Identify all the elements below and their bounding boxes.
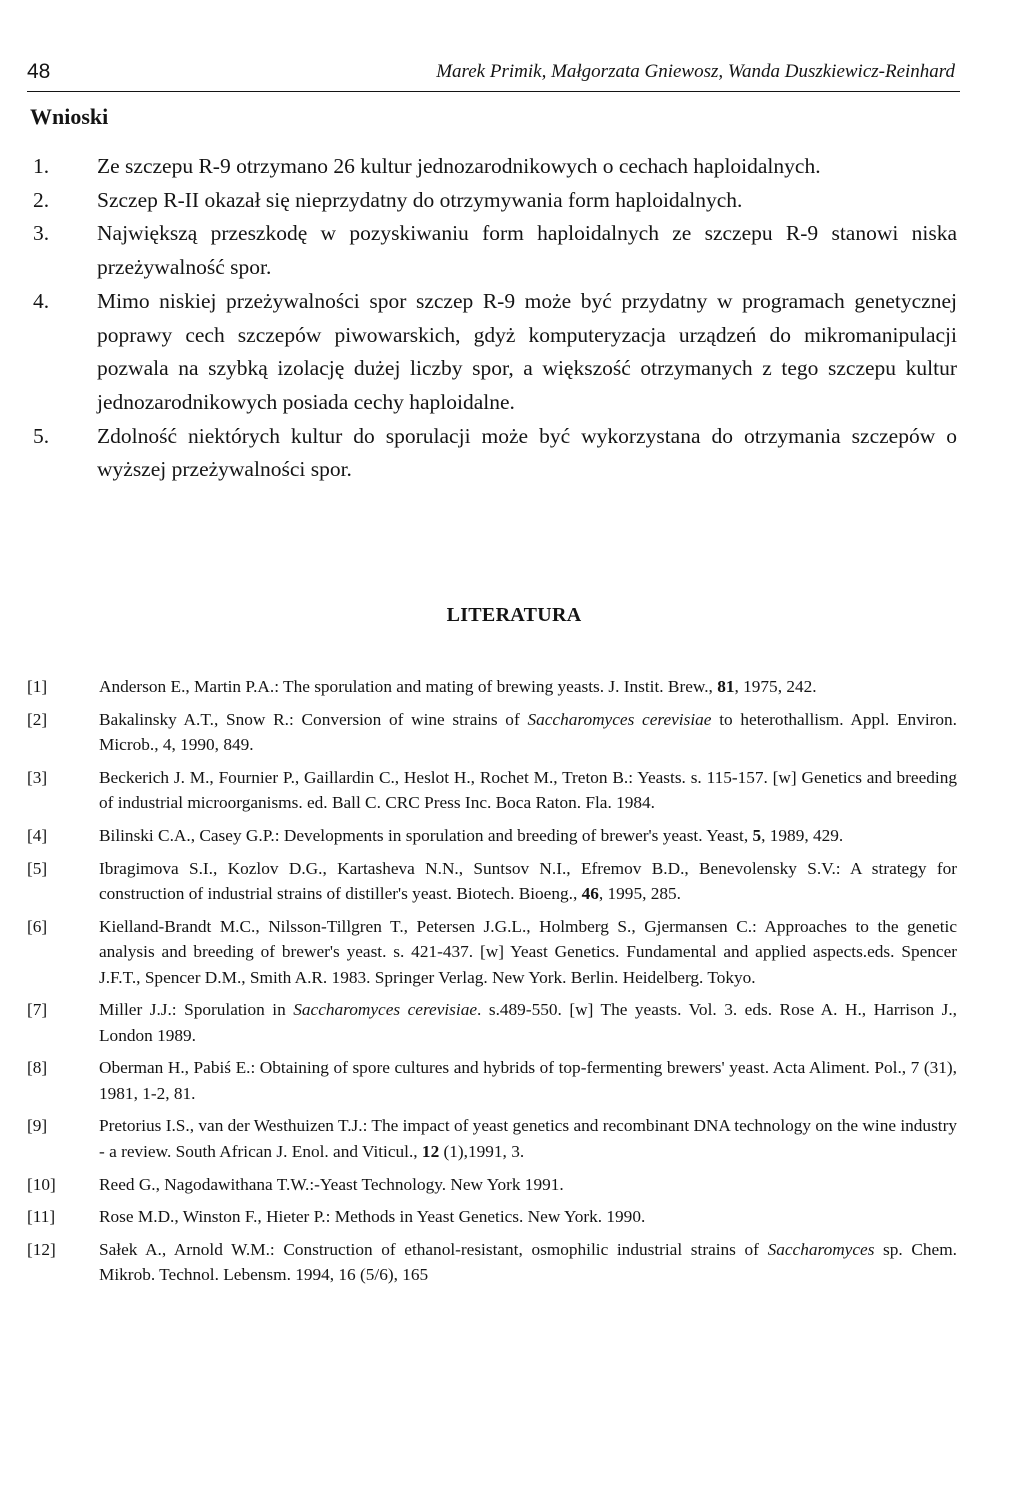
reference-item [27, 1055, 957, 1106]
reference-item [27, 765, 957, 816]
reference-segment: Pretorius I.S., van der Westhuizen T.J.: The impact of yeast genetics and recombinant DNA technology on the wine industry - a review. South African J. Enol. and Viticul., [99, 1116, 957, 1161]
literature-heading: LITERATURA [446, 604, 582, 626]
reference-segment: sp. Chem. Mikrob. Technol. Lebensm. 1994, 16 (5/6), 165 [99, 1239, 957, 1285]
reference-segment: (1),1991, 3. [439, 1141, 525, 1161]
conclusion-text: Zdolność niektórych kultur do sporulacji może być wykorzystana do otrzymania szczepów o wyższej przeżywalności spor. [97, 423, 957, 482]
reference-text [99, 1172, 957, 1197]
reference-segment: Miller J.J.: Sporulation in [99, 1000, 294, 1020]
conclusion-number: 1. [33, 154, 50, 178]
reference-item [27, 997, 957, 1048]
reference-number: [7] [27, 1000, 48, 1020]
conclusion-number: 5. [33, 423, 50, 448]
reference-text [99, 823, 957, 848]
reference-item [27, 674, 957, 699]
reference-number: [4] [27, 825, 48, 845]
reference-volume: 5 [752, 825, 762, 845]
conclusion-number: 4. [33, 288, 50, 313]
conclusion-number: 3. [33, 221, 50, 246]
reference-number: [8] [27, 1058, 48, 1078]
reference-item [27, 1237, 957, 1288]
reference-segment: . s.489-550. [w] The yeasts. Vol. 3. eds. Rose A. H., Harrison J., London 1989. [99, 1000, 957, 1045]
reference-text [99, 1204, 957, 1229]
reference-text [99, 914, 957, 990]
conclusion-item [33, 285, 957, 420]
reference-text [99, 1113, 957, 1164]
reference-segment: Beckerich J. M., Fournier P., Gaillardin C., Heslot H., Rochet M., Treton B.: Yeasts. s. 115-157. [w] Genetics and breeding of industrial microorganisms. ed. Ball C. CRC Press Inc. Boca Raton. Fla. 1984. [99, 767, 957, 813]
header-rule [27, 91, 960, 92]
reference-text [99, 856, 957, 907]
reference-item [27, 823, 957, 848]
reference-item [27, 1113, 957, 1164]
reference-segment: , 1995, 285. [598, 884, 681, 904]
reference-number: [12] [27, 1239, 56, 1259]
reference-segment: Bilinski C.A., Casey G.P.: Developments in sporulation and breeding of brewer's yeast. Yeast, [99, 825, 753, 845]
reference-species-name: Saccharomyces cerevisiae [527, 709, 712, 729]
reference-item [27, 914, 957, 990]
references-list [27, 674, 957, 1295]
reference-segment: to heterothallism. Appl. Environ. Microb., 4, 1990, 849. [99, 709, 957, 755]
reference-text [99, 765, 957, 816]
reference-number: [6] [27, 916, 48, 936]
conclusion-text: Szczep R-II okazał się nieprzydatny do otrzymywania form haploidalnych. [97, 187, 743, 212]
conclusions-list [33, 150, 957, 487]
reference-text [99, 707, 957, 758]
reference-segment: Bakalinsky A.T., Snow R.: Conversion of wine strains of [99, 709, 528, 729]
reference-species-name: Saccharomyces [767, 1239, 875, 1259]
reference-number: [5] [27, 858, 48, 878]
reference-number: [9] [27, 1116, 48, 1136]
conclusion-text: Największą przeszkodę w pozyskiwaniu form haploidalnych ze szczepu R-9 stanowi niska przeżywalność spor. [97, 221, 957, 280]
reference-number: [3] [27, 767, 48, 787]
reference-segment: , 1989, 429. [761, 825, 844, 845]
conclusion-item [33, 184, 957, 218]
page-number: 48 [27, 60, 51, 83]
reference-segment: Ibragimova S.I., Kozlov D.G., Kartasheva N.N., Suntsov N.I., Efremov B.D., Benevolensky S.V.: A strategy for construction of industrial strains of distiller's yeast. Biotech. Bioeng., [99, 858, 957, 904]
reference-segment: Oberman H., Pabiś E.: Obtaining of spore cultures and hybrids of top-fermenting brewers' yeast. Acta Aliment. Pol., 7 (31), 1981, 1-2, 81. [99, 1058, 957, 1103]
reference-number: [1] [27, 677, 48, 696]
reference-item [27, 707, 957, 758]
conclusion-item [33, 150, 957, 184]
reference-segment: Anderson E., Martin P.A.: The sporulation and mating of brewing yeasts. J. Instit. Brew., [99, 677, 718, 696]
reference-volume: 81 [717, 677, 735, 696]
conclusion-item [33, 420, 957, 487]
reference-number: [2] [27, 709, 48, 729]
conclusion-text: Ze szczepu R-9 otrzymano 26 kultur jednozarodnikowych o cechach haploidalnych. [97, 154, 821, 178]
reference-species-name: Saccharomyces cerevisiae [293, 1000, 478, 1020]
reference-segment: Reed G., Nagodawithana T.W.:-Yeast Technology. New York 1991. [99, 1174, 564, 1194]
reference-segment: Sałek A., Arnold W.M.: Construction of ethanol-resistant, osmophilic industrial strains of [99, 1239, 768, 1259]
conclusion-number: 2. [33, 187, 50, 212]
conclusion-text: Mimo niskiej przeżywalności spor szczep R-9 może być przydatny w programach genetycznej poprawy cech szczepów piwowarskich, gdyż komputeryzacja urządzeń do mikromanipulacji pozwala na szybką izolację dużej liczby spor, a większość otrzymanych z tego szczepu kultur jednozarodnikowych posiada cechy haploidalne. [97, 288, 957, 414]
conclusions-heading: Wnioski [30, 104, 109, 129]
reference-segment: Rose M.D., Winston F., Hieter P.: Methods in Yeast Genetics. New York. 1990. [99, 1207, 646, 1227]
reference-text [99, 1055, 957, 1106]
conclusion-item [33, 217, 957, 284]
reference-volume: 12 [421, 1141, 440, 1161]
reference-text [99, 997, 957, 1048]
reference-text [99, 674, 957, 699]
reference-segment: Kielland-Brandt M.C., Nilsson-Tillgren T., Petersen J.G.L., Holmberg S., Gjermansen C.: Approaches to the genetic analysis and breeding of brewer's yeast. s. 421-437. [w] Yeast Genetics. Fundamental and applied aspects.eds. Spencer J.F.T., Spencer D.M., Smith A.R. 1983. Springer Verlag. New York. Berlin. Heidelberg. Tokyo. [99, 916, 957, 987]
running-authors: Marek Primik, Małgorzata Gniewosz, Wanda Duszkiewicz-Reinhard [436, 61, 955, 82]
reference-item [27, 1204, 957, 1229]
reference-item [27, 1172, 957, 1197]
reference-text [99, 1237, 957, 1288]
reference-number: [11] [27, 1207, 56, 1227]
reference-item [27, 856, 957, 907]
running-header [27, 58, 955, 90]
reference-segment: , 1975, 242. [734, 677, 817, 696]
reference-volume: 46 [581, 884, 599, 904]
reference-number: [10] [27, 1174, 56, 1194]
